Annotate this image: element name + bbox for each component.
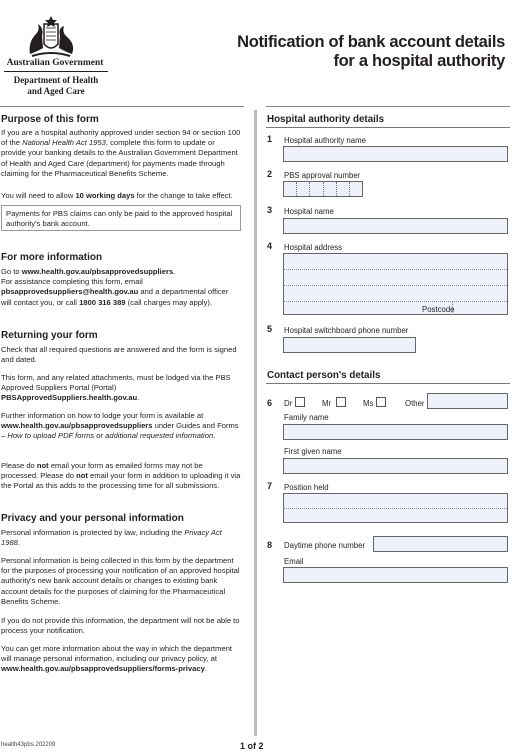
government-name: Australian Government [6,58,104,68]
contact-section-rule [266,383,510,384]
email-field[interactable] [283,567,508,583]
hospital-authority-name-field[interactable] [283,146,508,162]
privacy-paragraph-3: If you do not provide this information, the department will not be able to process your notification. [1,616,240,636]
digit-cell[interactable] [350,182,362,196]
returning-paragraph-3: Further information on how to lodge your form is available at www.health.gov.au/pbsapprovedsuppliers under Guides and Forms – How to upload PDF forms or additional requested information. [1,411,239,441]
purpose-heading: Purpose of this form [1,114,99,125]
department-line-1: Department of Health [13,75,99,85]
question-number: 1 [267,134,273,144]
question-number: 6 [267,398,273,408]
digit-cell[interactable] [310,182,323,196]
pbs-approval-number-field[interactable] [283,181,363,197]
position-held-field[interactable] [283,493,508,523]
returning-paragraph-1: Check that all required questions are answered and the form is signed and dated. [1,345,237,365]
contact-section-heading: Contact person's details [267,370,381,381]
title-mr-checkbox[interactable] [336,397,346,407]
hospital-name-label: Hospital name [284,207,334,216]
title-mr-label: Mr [322,399,332,408]
digit-cell[interactable] [337,182,350,196]
column-divider [254,110,257,736]
privacy-heading: Privacy and your personal information [1,513,184,524]
privacy-paragraph-4: You can get more information about the way in which the department will manage personal information, including our privacy policy, at www.health.gov.au/pbsapprovedsuppliers/forms-privacy. [1,644,233,674]
guides-link[interactable]: www.health.gov.au/pbsapprovedsuppliers [1,421,153,431]
form-title-line-1: Notification of bank account details [237,33,505,51]
question-number: 8 [267,540,273,550]
question-number: 2 [267,169,273,179]
position-held-label: Position held [284,483,329,492]
digit-cell[interactable] [284,182,297,196]
question-number: 3 [267,205,273,215]
department-line-2: and Aged Care [27,86,85,96]
switchboard-phone-field[interactable] [283,337,416,353]
question-number: 7 [267,481,273,491]
address-line [284,301,507,302]
hospital-section-rule [266,127,510,128]
purpose-paragraph-1: If you are a hospital authority approved under section 94 or section 100 of the National Health Act 1953, complete this form to update or provide your banking details to the Australian Government Department of Health and Aged Care (department) for payments made through claiming for the Pharmaceutical Benefits Scheme. [1,128,241,178]
address-line [284,285,507,286]
title-dr-label: Dr [284,399,293,408]
left-top-rule [0,106,244,107]
hospital-address-label: Hospital address [284,243,343,252]
returning-heading: Returning your form [1,330,98,341]
more-info-heading: For more information [1,252,103,263]
support-email-link[interactable]: pbsapprovedsuppliers@health.gov.au [1,287,139,297]
hospital-address-field[interactable] [283,253,508,315]
switchboard-phone-label: Hospital switchboard phone number [284,326,409,335]
question-number: 4 [267,241,273,251]
family-name-label: Family name [284,413,329,422]
returning-paragraph-2: This form, and any related attachments, must be lodged via the PBS Approved Suppliers Portal (Portal) PBSApprovedSuppliers.health.gov.au. [1,373,231,403]
coat-of-arms-icon [22,14,80,62]
department-name [0,75,112,97]
logo-divider [4,71,108,72]
title-other-label: Other [405,399,425,408]
privacy-policy-link[interactable]: www.health.gov.au/pbsapprovedsuppliers/forms-privacy [1,664,205,674]
title-ms-checkbox[interactable] [376,397,386,407]
returning-paragraph-4: Please do not email your form as emailed forms may not be processed. Please do not email your form in addition to uploading it via the Portal as this adds to the processing time for all submissions. [1,461,241,491]
question-number: 5 [267,324,273,334]
first-given-name-label: First given name [284,447,342,456]
form-title-line-2: for a hospital authority [333,52,505,70]
pbs-approval-number-label: PBS approval number [284,171,361,180]
digit-cell[interactable] [297,182,310,196]
payment-note-box: Payments for PBS claims can only be paid to the approved hospital authority's bank account. [1,205,241,231]
email-label: Email [284,557,304,566]
privacy-paragraph-2: Personal information is being collected in this form by the department for the purposes of processing your notification of an approved hospital authority's new bank account details or changes to existing bank account details for the purposes of claiming for the Pharmaceutical Benefits Scheme. [1,556,240,606]
daytime-phone-label: Daytime phone number [284,541,366,550]
hospital-section-heading: Hospital authority details [267,114,385,125]
page-number: 1 of 2 [240,741,264,751]
form-title [205,33,505,71]
daytime-phone-field[interactable] [373,536,508,552]
form-code: health43pbs.202209 [1,742,56,748]
family-name-field[interactable] [283,424,508,440]
digit-cell[interactable] [324,182,337,196]
postcode-label: Postcode [422,305,455,314]
title-dr-checkbox[interactable] [295,397,305,407]
portal-link[interactable]: PBSApprovedSuppliers.health.gov.au [1,393,138,403]
hospital-name-field[interactable] [283,218,508,234]
more-info-paragraph: Go to www.health.gov.au/pbsapprovedsuppliers. For assistance completing this form, email pbsapprovedsuppliers@health.gov.au and a departmental officer will contact you, or call 1800 316 389 (call charges may apply). [1,267,229,307]
address-line [284,269,507,270]
hospital-authority-name-label: Hospital authority name [284,136,366,145]
pbs-suppliers-link[interactable]: www.health.gov.au/pbsapprovedsuppliers [21,267,174,276]
title-other-field[interactable] [427,393,508,409]
first-given-name-field[interactable] [283,458,508,474]
title-ms-label: Ms [363,399,374,408]
privacy-paragraph-1: Personal information is protected by law, including the Privacy Act 1988. [1,528,222,548]
purpose-paragraph-2: You will need to allow 10 working days for the change to take effect. [1,191,233,200]
right-top-rule [266,106,510,107]
position-line [284,508,507,509]
